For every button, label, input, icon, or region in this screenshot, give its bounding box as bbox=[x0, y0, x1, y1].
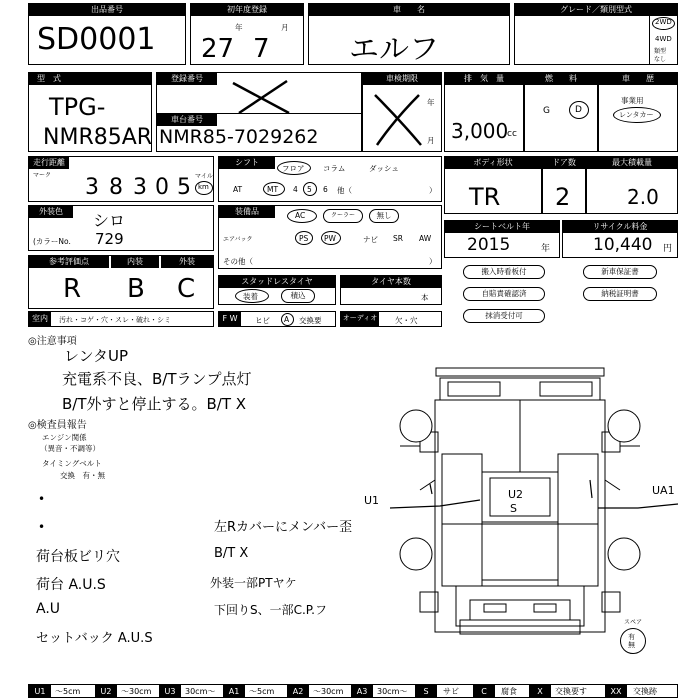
equip-ac: AC bbox=[295, 211, 306, 220]
notes-line-2: 充電系不良、B/Tランプ点灯 bbox=[62, 370, 252, 388]
equipment-label: 装備品 bbox=[219, 206, 275, 218]
type-none-label: 類型 なし bbox=[654, 48, 667, 63]
legend-code: U1 bbox=[29, 685, 51, 698]
ref-grade-label: 参考評価点 bbox=[29, 256, 109, 268]
shift-label: シフト bbox=[219, 157, 275, 169]
doc-signboard: 搬入時看板付 bbox=[463, 265, 545, 279]
mileage-digit: 5 bbox=[177, 175, 191, 200]
equip-none: 無し bbox=[369, 209, 399, 223]
interior-label: 室内 bbox=[29, 312, 51, 326]
shift-close: ） bbox=[429, 186, 437, 195]
capacity-box bbox=[586, 156, 678, 214]
report-bullet: • bbox=[38, 492, 46, 506]
grade-label: グレード／類別型式 bbox=[515, 4, 677, 16]
color-label: 外装色 bbox=[29, 206, 73, 218]
displacement-label: 排 気 量 bbox=[445, 73, 523, 85]
model-code-line2: NMR85AR bbox=[43, 125, 153, 150]
car-history-label: 車 歴 bbox=[599, 73, 677, 85]
seatbelt-box bbox=[444, 220, 560, 258]
shift-4: 4 bbox=[293, 185, 298, 194]
studless-box bbox=[218, 275, 336, 305]
legend-code: S bbox=[415, 685, 437, 698]
ext-grade-value: C bbox=[177, 274, 196, 304]
audio-label: オーディオ bbox=[341, 312, 379, 326]
studless-label: スタッドレスタイヤ bbox=[219, 276, 335, 288]
doors-label: ドア数 bbox=[543, 157, 585, 169]
chassis-value: NMR85-7029262 bbox=[159, 126, 319, 148]
4wd-label: 4WD bbox=[655, 35, 672, 43]
2wd-label: 2WD bbox=[655, 18, 672, 26]
displacement-value: 3,000 bbox=[451, 119, 509, 143]
shift-dash: ダッシュ bbox=[369, 164, 399, 173]
shift-at: AT bbox=[233, 185, 243, 194]
seatbelt-unit: 年 bbox=[541, 244, 551, 254]
equip-cooler: クーラー bbox=[323, 209, 363, 223]
grades-box bbox=[28, 255, 214, 309]
shift-column: コラム bbox=[323, 164, 346, 173]
diagram-u2: U2 bbox=[508, 488, 524, 501]
mileage-km-unit: km bbox=[198, 183, 209, 191]
first-registration-box bbox=[190, 3, 304, 65]
report-line-4: A.U bbox=[36, 601, 61, 617]
report-line-2: 荷台板ビリ穴 bbox=[36, 549, 120, 565]
stock-number-label: 出品番号 bbox=[29, 4, 185, 16]
report-line-1: 左Rカバーにメンバー歪 bbox=[214, 520, 353, 535]
report-engine: エンジン関係 bbox=[42, 433, 87, 442]
color-box bbox=[28, 205, 214, 251]
body-box bbox=[444, 156, 542, 214]
fuel-d: D bbox=[575, 105, 582, 115]
first-registration-label: 初年度登録 bbox=[191, 4, 303, 16]
mileage-digit: 8 bbox=[109, 175, 123, 200]
business-use: 事業用 bbox=[621, 96, 644, 105]
ref-grade-value: R bbox=[63, 274, 82, 304]
inspection-label: 車検期限 bbox=[363, 73, 441, 85]
capacity-value: 2.0 bbox=[627, 185, 659, 209]
recycle-value: 10,440 bbox=[593, 235, 653, 255]
recycle-label: リサイクル料金 bbox=[563, 221, 677, 233]
report-header: ◎検査員報告 bbox=[28, 420, 87, 431]
body-value: TR bbox=[469, 183, 501, 211]
inspection-month-unit: 月 bbox=[427, 136, 435, 145]
model-code-label: 型 式 bbox=[29, 73, 151, 85]
equipment-box bbox=[218, 205, 442, 269]
color-value: シロ bbox=[93, 211, 126, 230]
spare-label: スペア bbox=[624, 619, 643, 626]
audio-row bbox=[340, 311, 442, 327]
wheel-left-rear bbox=[400, 410, 432, 442]
fw-swap: 交換要 bbox=[299, 316, 322, 325]
displacement-box bbox=[444, 72, 524, 152]
notes-line-1: レンタUP bbox=[64, 347, 129, 365]
grade-box bbox=[514, 3, 678, 65]
equip-ps: PS bbox=[299, 234, 309, 243]
first-reg-year: 27 bbox=[201, 34, 235, 64]
shift-mt: MT bbox=[267, 185, 279, 194]
car-name-box bbox=[308, 3, 510, 65]
color-code-label: (カラーNo. bbox=[33, 237, 71, 246]
displacement-unit: cc bbox=[507, 129, 517, 139]
notes-header: ◎注意事項 bbox=[28, 336, 77, 347]
equip-aw: AW bbox=[419, 234, 432, 243]
spare-option: 有 無 bbox=[628, 633, 635, 649]
recycle-box bbox=[562, 220, 678, 258]
diagram-u1: U1 bbox=[364, 494, 380, 507]
equip-other: その他（ bbox=[223, 257, 253, 266]
rear-bed-top bbox=[440, 378, 600, 400]
report-engine-sub: （異音・不調等） bbox=[40, 444, 100, 453]
studless-loaded: 積込 bbox=[281, 289, 315, 303]
legend-desc: 交換要す bbox=[555, 687, 587, 696]
shift-other: 他（ bbox=[337, 186, 352, 195]
shift-6: 6 bbox=[323, 185, 328, 194]
color-code-value: 729 bbox=[95, 230, 124, 248]
stock-number-box bbox=[28, 3, 186, 65]
inspection-cross-mark bbox=[369, 89, 427, 149]
first-reg-month: 7 bbox=[253, 34, 270, 64]
doors-value: 2 bbox=[555, 183, 571, 211]
legend-bar bbox=[28, 684, 678, 698]
inspection-year-unit: 年 bbox=[427, 98, 435, 107]
fw-label: F W bbox=[219, 312, 241, 326]
stock-number-value: SD0001 bbox=[37, 22, 156, 57]
registration-label: 登録番号 bbox=[157, 73, 217, 85]
wheel-right-rear bbox=[608, 410, 640, 442]
legend-desc: 30cm〜 bbox=[377, 687, 408, 696]
equip-sr: SR bbox=[393, 234, 403, 243]
legend-code: XX bbox=[605, 685, 627, 698]
notes-line-3: B/T外すと停止する。B/T X bbox=[62, 395, 247, 413]
rental-car: レンタカー bbox=[619, 111, 654, 119]
mileage-mile-unit: マイル bbox=[195, 173, 213, 180]
report-line-3b: 外装一部PTヤケ bbox=[210, 576, 297, 590]
legend-desc: 〜5cm bbox=[55, 687, 81, 696]
fuel-box bbox=[524, 72, 598, 152]
mileage-box bbox=[28, 156, 214, 202]
interior-text: 汚れ・コゲ・穴・スレ・破れ・シミ bbox=[59, 316, 171, 324]
legend-code: U3 bbox=[159, 685, 181, 698]
fuel-label: 燃 料 bbox=[525, 73, 597, 85]
mileage-marker: マーク bbox=[33, 172, 52, 179]
int-grade-value: B bbox=[127, 274, 145, 304]
tire-unit: 本 bbox=[421, 293, 429, 302]
capacity-label: 最大積載量 bbox=[587, 157, 677, 169]
report-timing-sub: 交換 有・無 bbox=[60, 471, 105, 480]
wheel-right-front bbox=[608, 538, 640, 570]
fw-row bbox=[218, 311, 336, 327]
equip-pw: PW bbox=[324, 234, 336, 243]
interior-row bbox=[28, 311, 214, 327]
legend-code: A1 bbox=[223, 685, 245, 698]
studless-mounted: 装着 bbox=[243, 292, 258, 301]
report-bullet: • bbox=[38, 520, 46, 534]
report-timing: タイミングベルト bbox=[42, 459, 102, 468]
shift-box bbox=[218, 156, 442, 202]
legend-code: X bbox=[529, 685, 551, 698]
legend-desc: 〜30cm bbox=[121, 687, 152, 696]
audio-text: 欠・穴 bbox=[395, 316, 418, 325]
equip-airbag: エアバック bbox=[223, 236, 253, 243]
tire-label: タイヤ本数 bbox=[341, 276, 441, 288]
legend-desc: 〜5cm bbox=[249, 687, 275, 696]
diagram-s: S bbox=[510, 502, 517, 515]
legend-desc: 交換跡 bbox=[633, 687, 657, 696]
wheel-left-front bbox=[400, 538, 432, 570]
seatbelt-value: 2015 bbox=[467, 235, 511, 255]
year-unit: 年 bbox=[235, 23, 243, 32]
mileage-digit: 3 bbox=[85, 175, 99, 200]
model-code-line1: TPG- bbox=[49, 93, 106, 121]
seatbelt-label: シートベルト年 bbox=[445, 221, 559, 233]
diagram-ua1: UA1 bbox=[652, 484, 675, 497]
car-name-value: エルフ bbox=[349, 32, 439, 67]
car-name-label: 車 名 bbox=[309, 4, 509, 16]
month-unit: 月 bbox=[281, 23, 289, 32]
car-history-box bbox=[598, 72, 678, 152]
report-line-2b: B/T X bbox=[214, 546, 249, 561]
shift-floor: フロア bbox=[282, 164, 305, 173]
report-line-4b: 下回りS、一部C.P.フ bbox=[214, 603, 327, 617]
fuel-g: G bbox=[543, 106, 550, 116]
doc-liability-checked: 自賠責確認済 bbox=[463, 287, 545, 301]
report-line-3: 荷台 A.U.S bbox=[36, 577, 106, 593]
doors-box bbox=[542, 156, 586, 214]
legend-code: C bbox=[473, 685, 495, 698]
legend-desc: 〜30cm bbox=[313, 687, 344, 696]
mileage-label: 走行距離 bbox=[29, 157, 69, 169]
fw-text: ヒビ bbox=[255, 316, 270, 325]
model-code-box bbox=[28, 72, 152, 152]
registration-box bbox=[156, 72, 362, 152]
legend-desc: 30cm〜 bbox=[185, 687, 216, 696]
tire-box bbox=[340, 275, 442, 305]
fw-a: A bbox=[284, 315, 290, 324]
registration-cross-mark bbox=[227, 77, 297, 117]
equip-other-close: ） bbox=[429, 257, 437, 266]
doc-deregistration-ok: 抹消受付可 bbox=[463, 309, 545, 323]
mileage-digit: 0 bbox=[155, 175, 169, 200]
doc-tax-certificate: 納税証明書 bbox=[583, 287, 657, 301]
report-line-5: セットバック A.U.S bbox=[36, 631, 153, 646]
legend-code: A2 bbox=[287, 685, 309, 698]
legend-desc: サビ bbox=[443, 687, 459, 696]
legend-desc: 腐食 bbox=[501, 687, 517, 696]
legend-code: U2 bbox=[95, 685, 117, 698]
ext-grade-label: 外装 bbox=[161, 256, 213, 268]
recycle-unit: 円 bbox=[663, 244, 673, 254]
int-grade-label: 内装 bbox=[111, 256, 159, 268]
chassis-label: 車台番号 bbox=[157, 114, 217, 126]
body-label: ボディ形状 bbox=[445, 157, 541, 169]
vehicle-diagram bbox=[360, 360, 680, 660]
inspection-box bbox=[362, 72, 442, 152]
shift-5: 5 bbox=[307, 185, 312, 194]
doc-new-car-warranty: 新車保証書 bbox=[583, 265, 657, 279]
equip-navi: ナビ bbox=[363, 235, 378, 244]
mileage-digit: 3 bbox=[133, 175, 147, 200]
legend-code: A3 bbox=[351, 685, 373, 698]
